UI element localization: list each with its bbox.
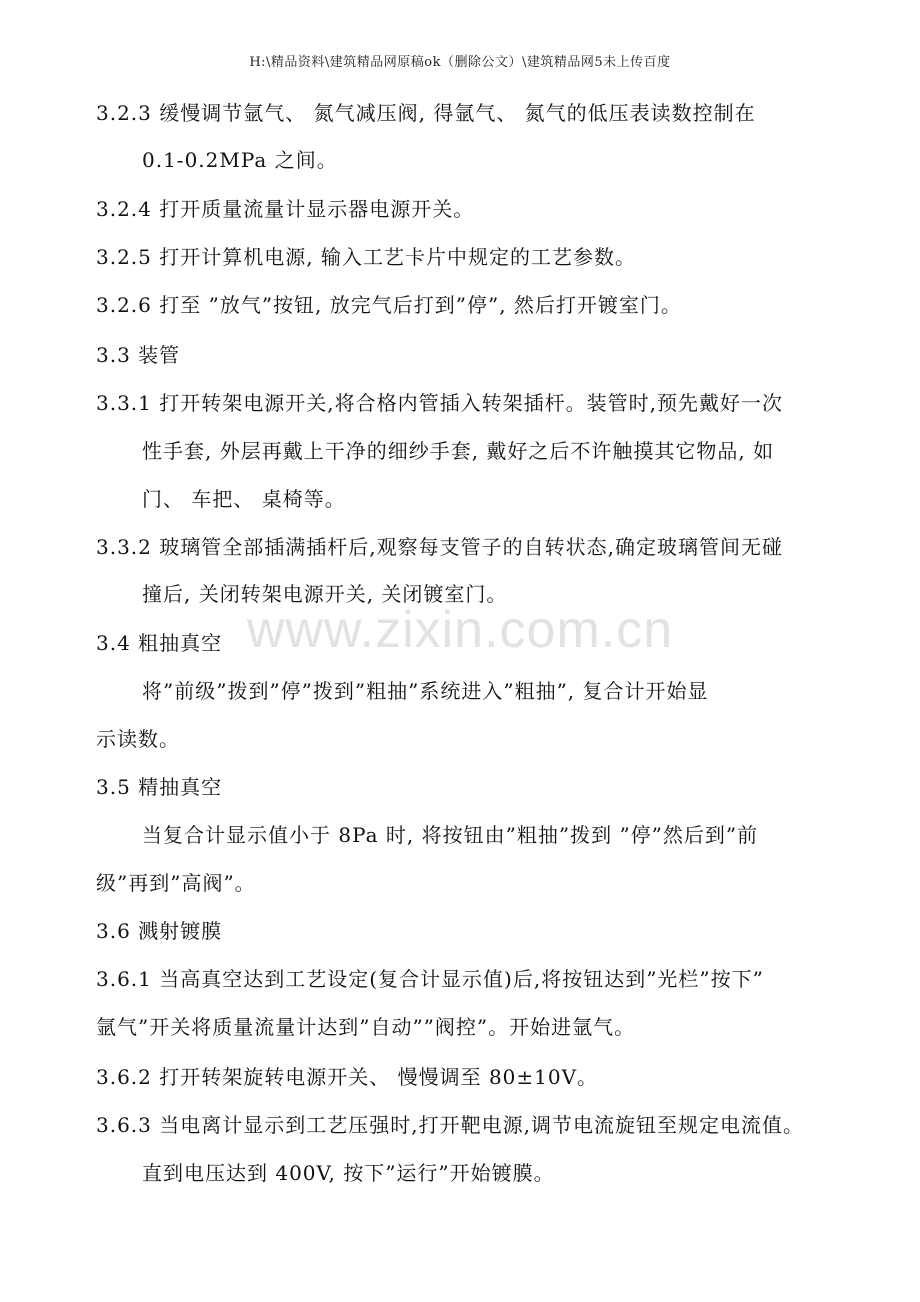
section-3-3-heading: 3.3 装管 (96, 343, 181, 367)
section-3-5-heading: 3.5 精抽真空 (96, 775, 223, 799)
step-3-6-3-cont: 直到电压达到 400V, 按下”运行”开始镀膜。 (142, 1161, 555, 1185)
section-3-4-heading: 3.4 粗抽真空 (96, 631, 223, 655)
step-3-3-1-cont-2: 门、 车把、 桌椅等。 (142, 487, 346, 511)
step-3-2-3-cont: 0.1-0.2MPa 之间。 (142, 148, 338, 172)
step-3-6-1: 3.6.1 当高真空达到工艺设定(复合计显示值)后,将按钮达到”光栏”按下” (96, 967, 764, 991)
step-3-3-2-cont: 撞后, 关闭转架电源开关, 关闭镀室门。 (142, 582, 508, 606)
step-3-2-6: 3.2.6 打至 ”放气”按钮, 放完气后打到”停”, 然后打开镀室门。 (96, 293, 682, 317)
section-3-4-text-cont: 示读数。 (96, 727, 180, 751)
header-file-path: H:\精品资料\建筑精品网原稿ok（删除公文）\建筑精品网5未上传百度 (249, 55, 671, 70)
step-3-3-2: 3.3.2 玻璃管全部插满插杆后,观察每支管子的自转状态,确定玻璃管间无碰 (96, 535, 783, 559)
section-3-4-text: 将”前级”拨到”停”拨到”粗抽”系统进入”粗抽”, 复合计开始显 (142, 679, 709, 703)
step-3-6-3: 3.6.3 当电离计显示到工艺压强时,打开靶电源,调节电流旋钮至规定电流值。 (96, 1113, 804, 1137)
step-3-6-2: 3.6.2 打开转架旋转电源开关、 慢慢调至 80±10V。 (96, 1065, 599, 1089)
step-3-2-4: 3.2.4 打开质量流量计显示器电源开关。 (96, 197, 475, 221)
step-3-2-3: 3.2.3 缓慢调节氩气、 氮气减压阀, 得氩气、 氮气的低压表读数控制在 (96, 101, 756, 125)
step-3-6-1-cont: 氩气”开关将质量流量计达到”自动””阀控”。开始进氩气。 (96, 1015, 636, 1039)
section-3-5-text-cont: 级”再到”高阀”。 (96, 871, 256, 895)
step-3-3-1-cont-1: 性手套, 外层再戴上干净的细纱手套, 戴好之后不许触摸其它物品, 如 (142, 439, 775, 463)
section-3-5-text: 当复合计显示值小于 8Pa 时, 将按钮由”粗抽”拨到 ”停”然后到”前 (142, 823, 759, 847)
section-3-6-heading: 3.6 溅射镀膜 (96, 919, 223, 943)
watermark-text: www.zixin.com.cn (246, 601, 674, 659)
step-3-2-5: 3.2.5 打开计算机电源, 输入工艺卡片中规定的工艺参数。 (96, 245, 636, 269)
step-3-3-1: 3.3.1 打开转架电源开关,将合格内管插入转架插杆。装管时,预先戴好一次 (96, 391, 783, 415)
